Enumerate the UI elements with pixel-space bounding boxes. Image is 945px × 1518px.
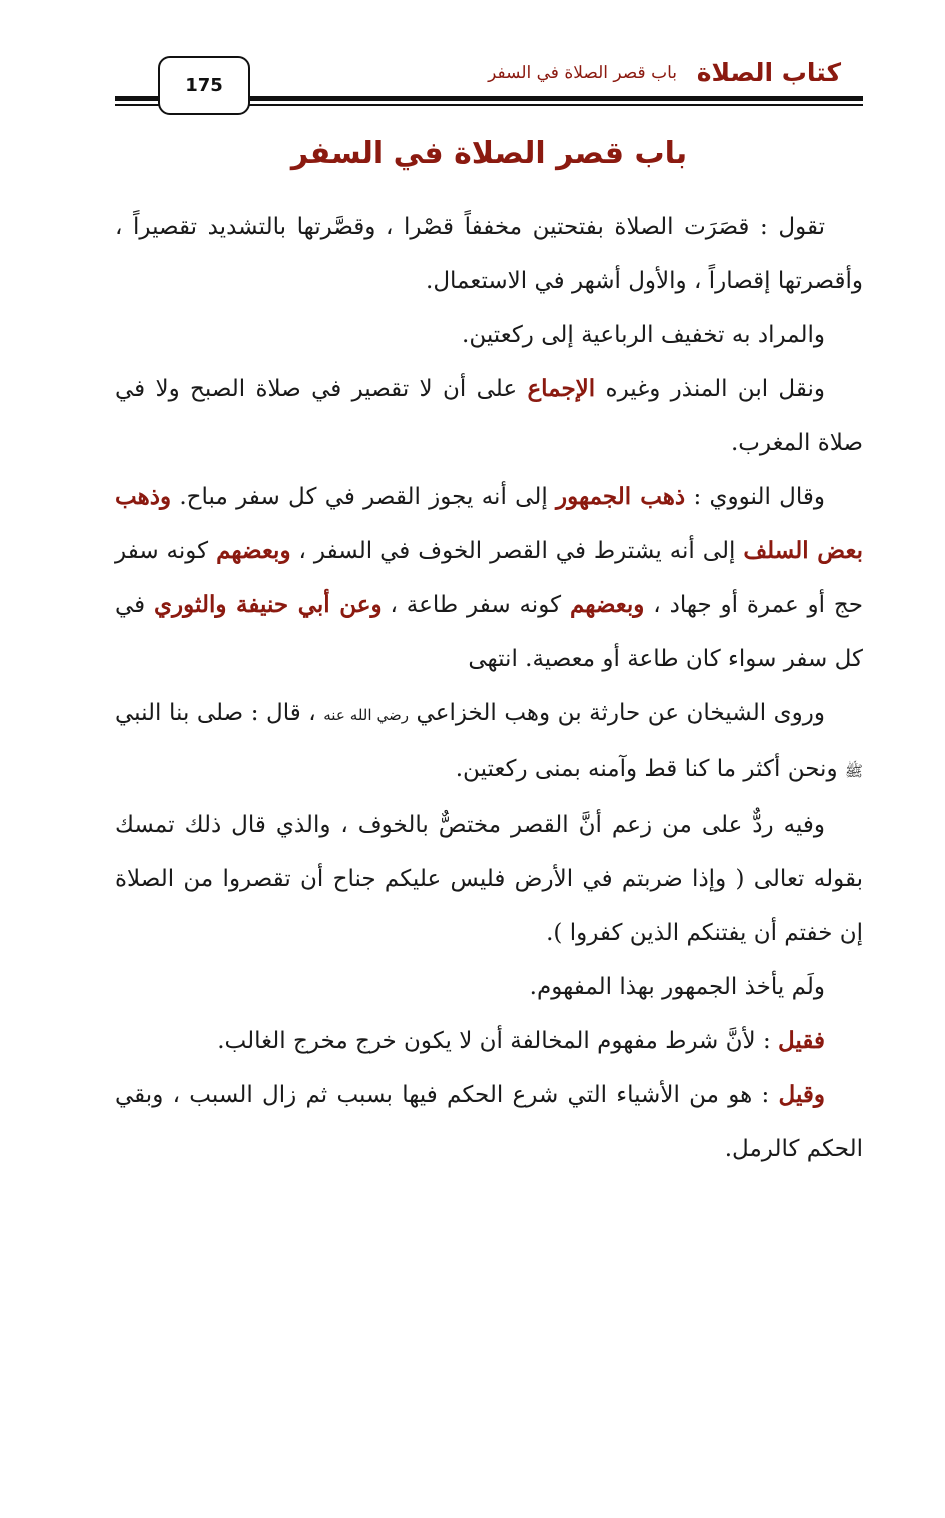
page-content [115, 200, 863, 1176]
highlight-term: ذهب الجمهور [556, 483, 686, 510]
text-run: ونحن أكثر ما كنا قط وآمنه بمنى ركعتين. [455, 756, 845, 782]
page-number: 175 [185, 75, 223, 96]
text-run: : هو من الأشياء التي شرع الحكم فيها بسبب ثم زال السبب ، وبقي الحكم كالرمل. [115, 1082, 863, 1162]
paragraph-definition: تقول : قصَرَت الصلاة بفتحتين مخففاً قصْرا ، وقصَّرتها بالتشديد تقصيراً ، وأقصرتها إقصاراً ، والأول أشهر في الاستعمال. [115, 214, 863, 294]
highlight-term: وذهب بعض السلف [115, 483, 863, 564]
paragraph-majority: ولَم يأخذ الجمهور بهذا المفهوم. [529, 974, 825, 1000]
highlight-term: الإجماع [527, 375, 596, 402]
highlight-term: وعن أبي حنيفة والثوري [154, 591, 382, 618]
text-run: كونه سفر طاعة ، [381, 592, 570, 618]
text-run: إلى أنه يشترط في القصر الخوف في السفر ، [290, 538, 744, 564]
text-run: وقال النووي : [685, 484, 825, 510]
highlight-term: وبعضهم [216, 537, 291, 564]
honorific-glyph: ﷺ [844, 762, 863, 780]
paragraph-consensus [115, 362, 863, 470]
page-header [115, 56, 863, 116]
paragraph-opinion-two [115, 1068, 863, 1176]
text-run: وروى الشيخان عن حارثة بن وهب الخزاعي [409, 700, 825, 726]
paragraph-refutation: وفيه ردٌّ على من زعم أنَّ القصر مختصٌّ بالخوف ، والذي قال ذلك تمسك بقوله تعالى ( وإذا ضربتم في الأرض فليس عليكم جناح أن تقصروا من الصلاة إن خفتم أن يفتنكم الذين كفروا ). [115, 812, 863, 946]
text-run: في كل سفر سواء كان طاعة أو معصية. انتهى [115, 592, 863, 672]
text-run: ، قال : صلى بنا النبي [115, 700, 324, 726]
running-chapter-title: باب قصر الصلاة في السفر [488, 63, 677, 83]
text-run: كونه سفر حج أو عمرة أو جهاد ، [115, 538, 863, 618]
text-run: إلى أنه يجوز القصر في كل سفر مباح. [171, 484, 557, 510]
highlight-term: وقيل [778, 1081, 825, 1108]
highlight-term: فقيل [778, 1027, 825, 1054]
paragraph-nawawi [115, 470, 863, 686]
book-title: كتاب الصلاة [696, 58, 841, 87]
paragraph-meaning: والمراد به تخفيف الرباعية إلى ركعتين. [462, 322, 825, 348]
text-run: : لأنَّ شرط مفهوم المخالفة أن لا يكون خرج مخرج الغالب. [217, 1028, 778, 1054]
text-run: على أن لا تقصير في صلاة الصبح ولا في صلاة المغرب. [115, 376, 863, 456]
highlight-term: وبعضهم [569, 591, 645, 618]
paragraph-hadith [115, 686, 863, 798]
page-number-box [158, 56, 250, 115]
text-run: ونقل ابن المنذر وغيره [595, 376, 825, 402]
honorific-glyph: رضي الله عنه [323, 706, 410, 724]
chapter-heading: باب قصر الصلاة في السفر [290, 136, 688, 171]
paragraph-opinion-one [115, 1014, 863, 1068]
